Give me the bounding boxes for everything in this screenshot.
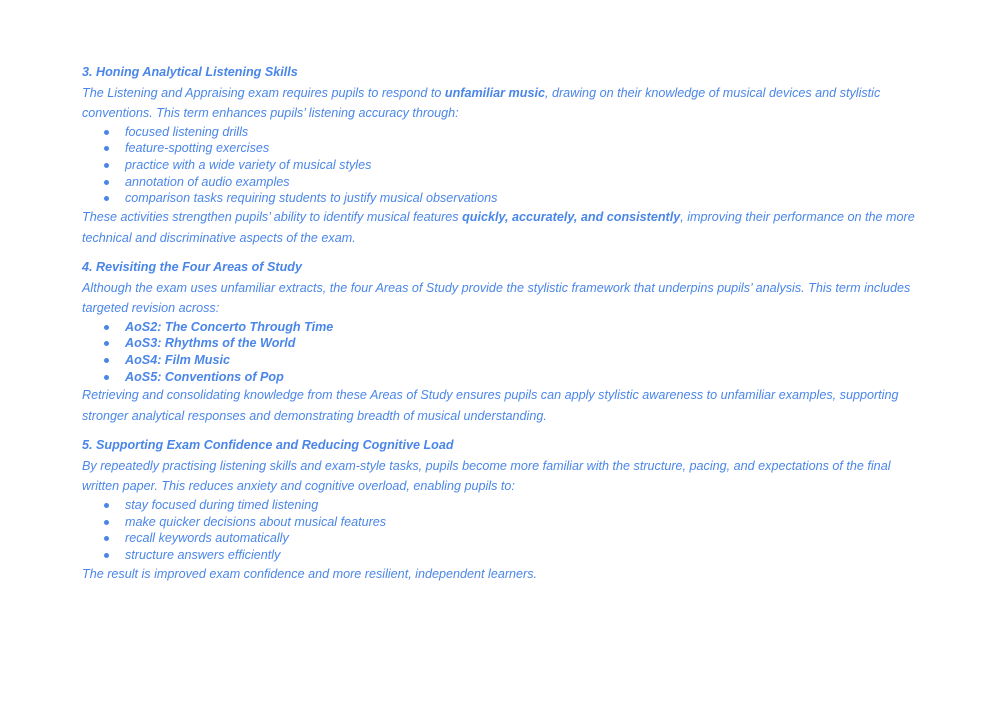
bullet-list bbox=[82, 124, 922, 208]
section-intro: Although the exam uses unfamiliar extracts, the four Areas of Study provide the stylistic framework that underpins pupils’ analysis. This term includes targeted revision across: bbox=[82, 280, 911, 316]
bullet-list bbox=[82, 319, 922, 386]
section-heading: 3. Honing Analytical Listening Skills bbox=[82, 65, 298, 79]
intro-text: , drawing on their knowledge of musical devices and stylistic conventions. This term enhances pupils’ listening accuracy through: bbox=[82, 85, 881, 120]
list-item: practice with a wide variety of musical styles bbox=[82, 157, 922, 174]
section-heading: 5. Supporting Exam Confidence and Reducing Cognitive Load bbox=[82, 438, 454, 453]
intro-text: The Listening and Appraising exam requires pupils to respond to bbox=[82, 85, 445, 100]
section-listening-skills bbox=[82, 62, 922, 248]
section-intro: By repeatedly practising listening skills and exam-style tasks, pupils become more familiar with the structure, pacing, and expectations of the final written paper. This reduces anxiety and cognitive overload, enabling pupils to: bbox=[82, 458, 891, 494]
intro-emphasis: unfamiliar music bbox=[444, 85, 545, 100]
section-outro: Retrieving and consolidating knowledge from these Areas of Study ensures pupils can apply stylistic awareness to unfamiliar examples, supporting stronger analytical responses and demonstrating breadth of musical understanding. bbox=[82, 388, 899, 423]
list-item: AoS5: Conventions of Pop bbox=[82, 369, 922, 386]
outro-text: , improving their performance on the more technical and discriminative aspects of the exam. bbox=[82, 210, 915, 245]
section-exam-confidence bbox=[82, 435, 922, 584]
list-item: structure answers efficiently bbox=[82, 547, 922, 564]
document-page bbox=[82, 62, 922, 593]
section-heading: 4. Revisiting the Four Areas of Study bbox=[82, 260, 302, 275]
list-item: focused listening drills bbox=[82, 124, 922, 141]
list-item: recall keywords automatically bbox=[82, 530, 922, 547]
section-outro: The result is improved exam confidence and more resilient, independent learners. bbox=[82, 566, 538, 581]
list-item: make quicker decisions about musical features bbox=[82, 514, 922, 531]
list-item: annotation of audio examples bbox=[82, 174, 922, 191]
list-item: AoS3: Rhythms of the World bbox=[82, 335, 922, 352]
list-item: feature-spotting exercises bbox=[82, 140, 922, 157]
section-intro bbox=[82, 83, 922, 124]
list-item: AoS2: The Concerto Through Time bbox=[82, 319, 922, 336]
section-outro bbox=[82, 207, 922, 248]
list-item: AoS4: Film Music bbox=[82, 352, 922, 369]
outro-emphasis: quickly, accurately, and consistently bbox=[462, 210, 681, 225]
list-item: comparison tasks requiring students to justify musical observations bbox=[82, 190, 922, 207]
section-areas-of-study bbox=[82, 257, 922, 426]
outro-text: These activities strengthen pupils’ ability to identify musical features bbox=[82, 210, 463, 225]
bullet-list bbox=[82, 497, 922, 564]
list-item: stay focused during timed listening bbox=[82, 497, 922, 514]
